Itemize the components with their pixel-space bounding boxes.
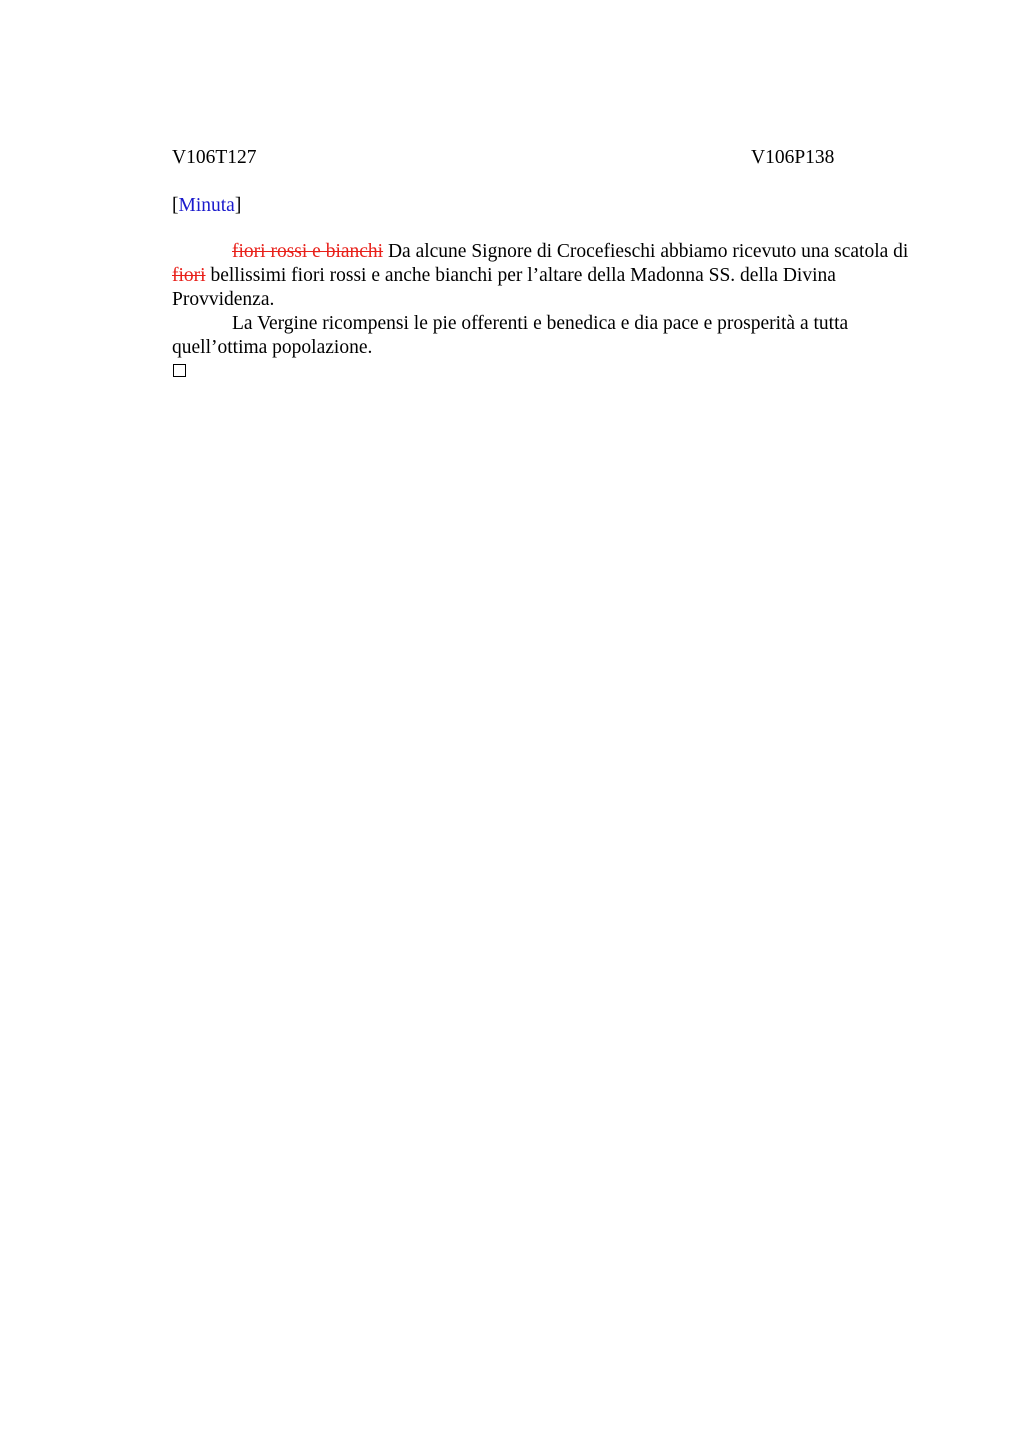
paragraph-2 [172,312,932,360]
end-mark-box [173,364,186,377]
document-code-right: V106P138 [751,147,835,168]
paragraph-text: La Vergine ricompensi le pie offerenti e benedica e dia pace e prosperità a tutta quell’ottima popolazione. [172,313,849,358]
bracket-open: [ [172,195,179,216]
minuta-label-line [172,194,932,218]
paragraph-text: bellissimi fiori rossi e anche bianchi per l’altare della Madonna SS. della Divina Provvidenza. [172,265,836,310]
paragraph-text: Da alcune Signore di Crocefieschi abbiamo ricevuto una scatola di [383,241,909,262]
deleted-text: fiori [172,265,206,286]
document-header [172,146,932,170]
document-page [172,146,932,377]
bracket-close: ] [234,195,242,216]
paragraph-1 [172,240,932,312]
document-body [172,240,932,377]
minuta-link[interactable]: Minuta [178,195,235,216]
deleted-text: fiori rossi e bianchi [232,241,384,262]
document-code-left: V106T127 [172,147,257,168]
